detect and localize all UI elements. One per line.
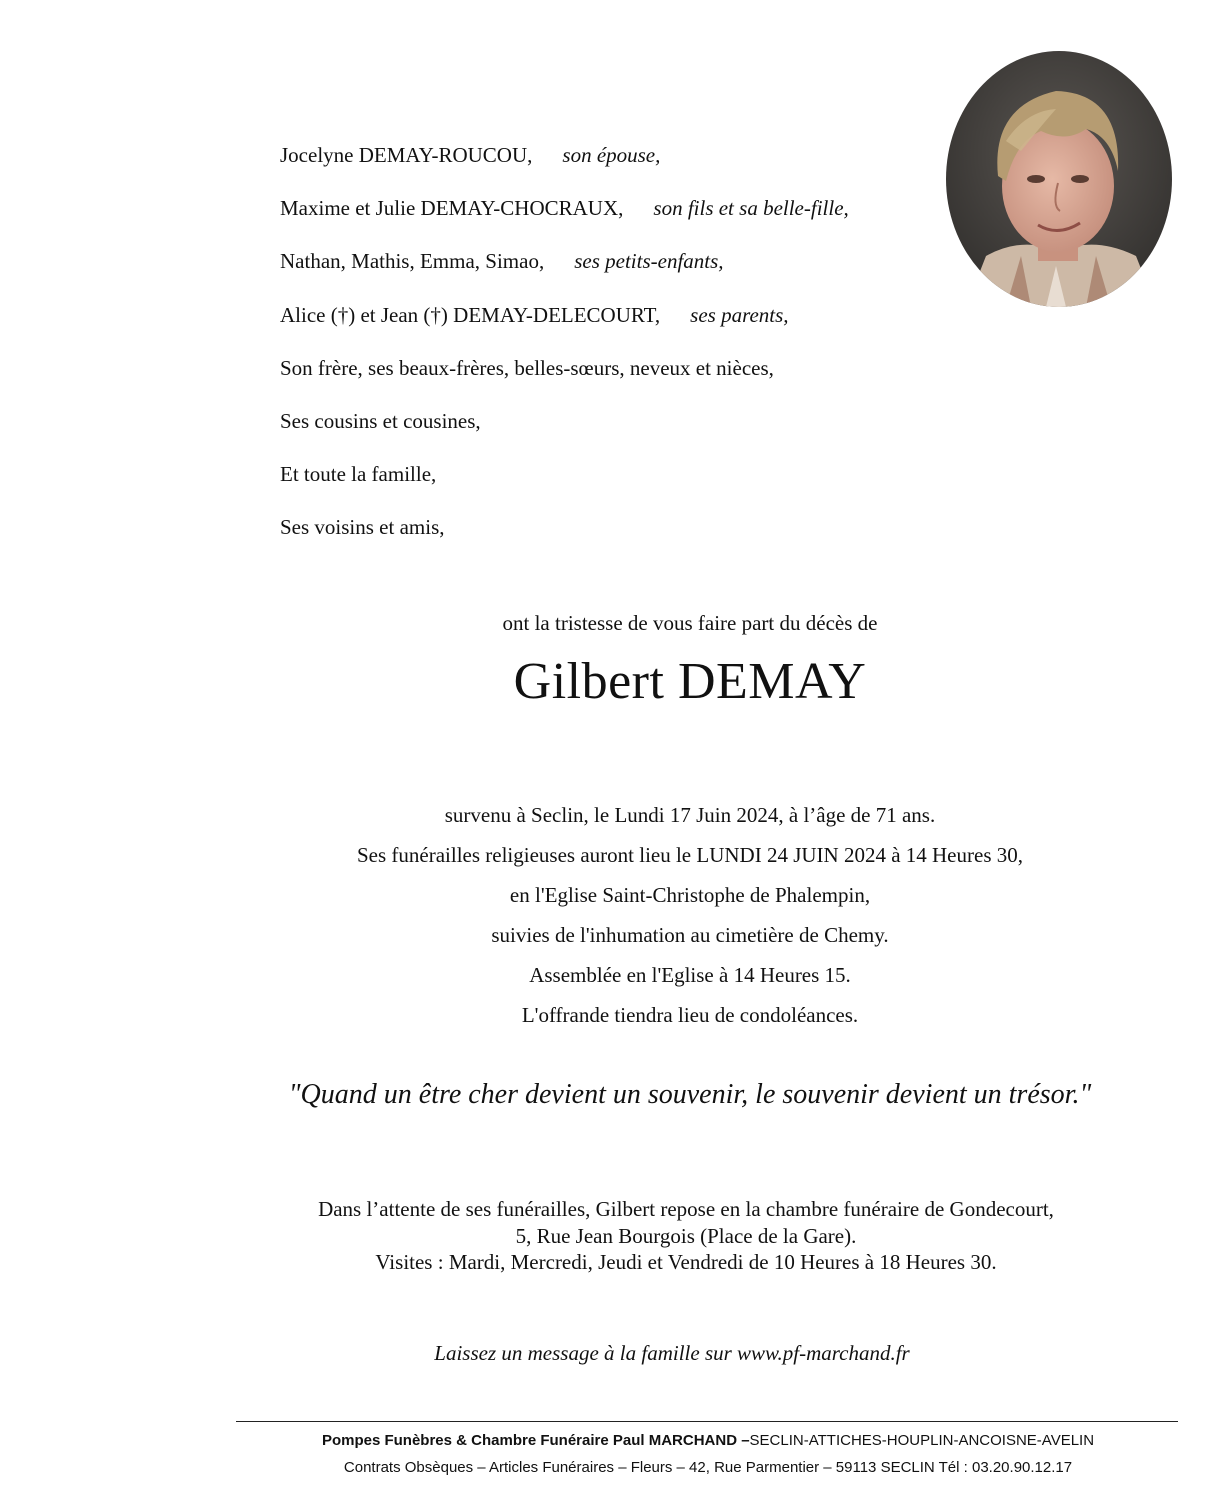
memorial-quote: "Quand un être cher devient un souvenir, le souvenir devient un trésor." [288, 1079, 1092, 1110]
detail-line: survenu à Seclin, le Lundi 17 Juin 2024, à l’âge de 71 ans. [444, 803, 936, 827]
family-row [280, 193, 849, 246]
detail-line: en l'Eglise Saint-Christophe de Phalempin, [509, 883, 871, 907]
family-names: Ses cousins et cousines, [280, 408, 481, 433]
portrait-photo [946, 51, 1172, 307]
family-row [280, 459, 849, 512]
footer-services-line: Contrats Obsèques – Articles Funéraires – Fleurs – 42, Rue Parmentier – 59113 SECLIN Tél : 03.20.90.12.17 [343, 1459, 1073, 1476]
family-relation: ses petits-enfants, [574, 249, 724, 274]
detail-line: Ses funérailles religieuses auront lieu le LUNDI 24 JUIN 2024 à 14 Heures 30, [356, 843, 1023, 867]
detail-line: Assemblée en l'Eglise à 14 Heures 15. [529, 963, 851, 987]
condolence-message: Laissez un message à la famille sur www.pf-marchand.fr [434, 1341, 910, 1365]
family-row [280, 300, 849, 353]
family-row [280, 140, 849, 193]
family-names: Son frère, ses beaux-frères, belles-sœurs, neveux et nièces, [280, 355, 774, 380]
family-relation: son épouse, [562, 143, 661, 167]
detail-line: suivies de l'inhumation au cimetière de Chemy. [491, 923, 889, 947]
deceased-name: Gilbert DEMAY [513, 653, 867, 710]
family-relation: son fils et sa belle-fille, [653, 196, 849, 221]
funeral-details [0, 800, 1214, 1040]
company-locations: SECLIN-ATTICHES-HOUPLIN-ANCOISNE-AVELIN [749, 1432, 1095, 1449]
family-row [280, 246, 849, 299]
company-name: Pompes Funèbres & Chambre Funéraire Paul MARCHAND – [321, 1432, 750, 1449]
family-row [280, 512, 849, 565]
family-names: Ses voisins et amis, [280, 515, 445, 540]
family-names: Maxime et Julie DEMAY-CHOCRAUX, [280, 196, 624, 221]
footer-company-line [200, 1432, 1214, 1449]
announcement-intro: ont la tristesse de vous faire part du décès de [502, 611, 878, 635]
portrait-photo-icon [946, 51, 1172, 307]
family-names: Alice (†) et Jean (†) DEMAY-DELECOURT, [280, 302, 661, 327]
family-list [280, 140, 849, 566]
repose-line: Visites : Mardi, Mercredi, Jeudi et Vendredi de 10 Heures à 18 Heures 30. [375, 1250, 997, 1274]
family-names: Nathan, Mathis, Emma, Simao, [280, 249, 545, 274]
family-names: Jocelyne DEMAY-ROUCOU, [280, 143, 533, 167]
detail-line: L'offrande tiendra lieu de condoléances. [521, 1003, 859, 1027]
family-row [280, 353, 849, 406]
repose-info [0, 1196, 1214, 1276]
repose-line: Dans l’attente de ses funérailles, Gilbert repose en la chambre funéraire de Gondecourt, [318, 1197, 1054, 1221]
footer-divider [236, 1421, 1178, 1422]
family-relation: ses parents, [690, 302, 789, 327]
family-row [280, 406, 849, 459]
repose-line: 5, Rue Jean Bourgois (Place de la Gare). [515, 1223, 857, 1248]
family-names: Et toute la famille, [280, 462, 437, 487]
